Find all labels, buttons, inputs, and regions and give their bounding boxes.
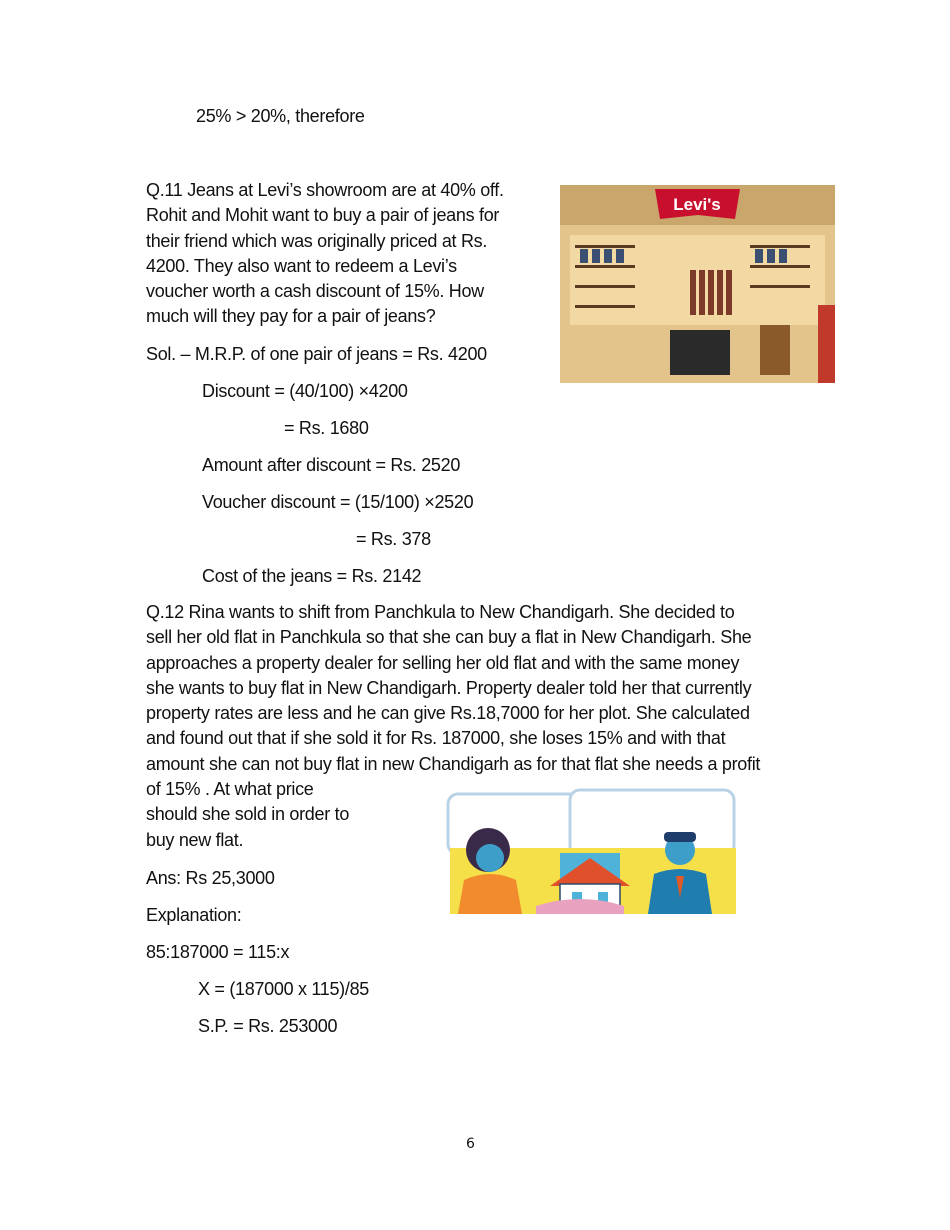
q11-discount-value: = Rs. 1680 (284, 418, 369, 438)
q12-line: property rates are less and he can give Rs.18,7000 for her plot. She calculated (146, 703, 750, 724)
q11-sol-intro: Sol. – M.R.P. of one pair of jeans = Rs. 4200 (146, 344, 487, 364)
q12-line: of 15% . At what price (146, 779, 314, 800)
q12-line: buy new flat. (146, 829, 244, 850)
q11-voucher-value: = Rs. 378 (356, 529, 431, 549)
q12-line: and found out that if she sold it for Rs. 187000, she loses 15% and with that (146, 728, 726, 749)
q11-after-discount: Amount after discount = Rs. 2520 (202, 455, 461, 475)
property-deal-illustration (440, 788, 736, 914)
q11-line: their friend which was originally priced at Rs. (146, 230, 488, 251)
q11-line: Rohit and Mohit want to buy a pair of jeans for (146, 205, 500, 226)
q12-ratio: 85:187000 = 115:x (146, 942, 290, 962)
q12-selling-price: S.P. = Rs. 253000 (198, 1016, 338, 1036)
q12-line: approaches a property dealer for selling her old flat and with the same money (146, 652, 740, 673)
q12-line: amount she can not buy flat in new Chandigarh as for that flat she needs a profit (146, 753, 761, 774)
q11-line: much will they pay for a pair of jeans? (146, 306, 436, 327)
q11-line: voucher worth a cash discount of 15%. How (146, 281, 484, 302)
q12-answer: Ans: Rs 25,3000 (146, 868, 275, 888)
q12-explanation-label: Explanation: (146, 905, 242, 925)
q11-voucher: Voucher discount = (15/100) ×2520 (202, 492, 474, 512)
q11-cost: Cost of the jeans = Rs. 2142 (202, 566, 422, 586)
q12-line: she wants to buy flat in New Chandigarh. Property dealer told her that currently (146, 677, 752, 698)
q11-question (146, 178, 546, 330)
q11-line: 4200. They also want to redeem a Levi’s (146, 255, 457, 276)
q12-line: sell her old flat in Panchkula so that she can buy a flat in New Chandigarh. She (146, 627, 752, 648)
q12-line: should she sold in order to (146, 804, 350, 825)
levis-sign-text: Levi's (673, 195, 721, 214)
q11-discount: Discount = (40/100) ×4200 (202, 381, 408, 401)
q12-line: Q.12 Rina wants to shift from Panchkula to New Chandigarh. She decided to (146, 602, 735, 622)
page-number: 6 (466, 1136, 475, 1152)
q11-line: Q.11 Jeans at Levi’s showroom are at 40% off. (146, 180, 504, 200)
levis-store-image (560, 185, 835, 383)
q12-x-calc: X = (187000 x 115)/85 (198, 979, 369, 999)
top-line: 25% > 20%, therefore (196, 106, 365, 126)
